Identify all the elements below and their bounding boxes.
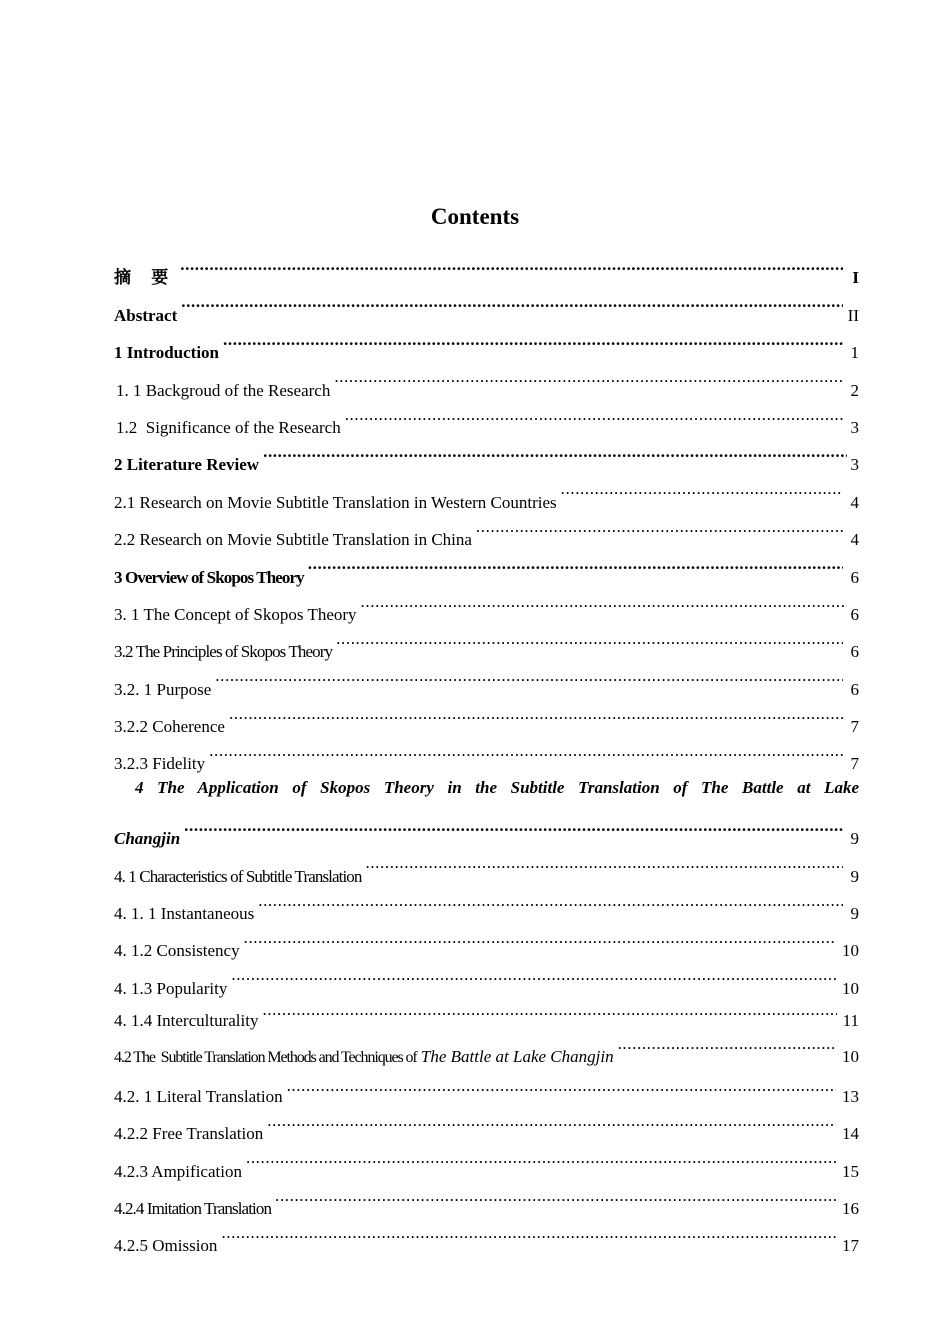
toc-page-number: 4: [850, 492, 859, 512]
toc-entry-application[interactable]: [114, 769, 859, 849]
toc-entry-text: 4.2. 1 Literal Translation: [114, 1086, 283, 1106]
toc-entry-text: 4. 1.2 Consistency: [114, 941, 240, 961]
toc-page-number: 10: [842, 1046, 859, 1066]
toc-entry-4-2-5[interactable]: [114, 1214, 859, 1256]
dot-leader: [263, 433, 847, 470]
toc-page-number: 1: [850, 343, 859, 363]
toc-page-number: 3: [850, 417, 859, 437]
dot-leader: [561, 470, 843, 507]
dot-leader: [365, 844, 843, 881]
dot-leader: [231, 956, 836, 993]
dot-leader: [246, 1139, 836, 1176]
toc-page-number: 17: [842, 1236, 859, 1256]
dot-leader: [262, 994, 836, 1026]
dot-leader: [287, 1062, 836, 1102]
toc-entry-text-line1: 4 The Application of Skopos Theory in the Subtitle Translation of The Battle at Lake: [135, 778, 859, 798]
toc-entry-1-1[interactable]: [114, 358, 859, 400]
toc-page-number: II: [847, 305, 859, 325]
dot-leader: [221, 1214, 836, 1251]
toc-page-number: I: [852, 268, 859, 288]
dot-leader: [181, 283, 843, 320]
toc-page-number: 9: [850, 829, 859, 849]
toc-entry-3-2-2[interactable]: [114, 695, 859, 737]
toc-page-number: 7: [850, 754, 859, 774]
toc-entry-text: 2.2 Research on Movie Subtitle Translation in China: [114, 530, 472, 550]
toc-entry-text: 3.2 The Principles of Skopos Theory: [114, 642, 333, 662]
toc-page-number: 6: [850, 567, 859, 587]
toc-page-number: 11: [842, 1010, 859, 1030]
toc-entry-abstract-cn[interactable]: [114, 246, 859, 288]
toc-entry-text: 1. 1 Backgroud of the Research: [116, 380, 331, 400]
toc-page-number: 6: [850, 604, 859, 624]
dot-leader: [618, 1026, 836, 1062]
dot-leader: [476, 508, 843, 545]
toc-entry-text: 4. 1. 1 Instantaneous: [114, 904, 255, 924]
dot-leader: [209, 732, 843, 769]
toc-page-number: 3: [850, 455, 859, 475]
toc-page-number: 6: [850, 679, 859, 699]
toc-page-number: 9: [850, 866, 859, 886]
toc-page-number: 7: [850, 717, 859, 737]
toc-entry-text: 4.2.4 Imitation Translation: [114, 1198, 272, 1218]
table-of-contents: [114, 246, 859, 1256]
dot-leader: [275, 1177, 836, 1214]
toc-entry-text: 摘 要: [114, 268, 177, 288]
dot-leader: [308, 545, 843, 582]
toc-entry-text: 2.1 Research on Movie Subtitle Translation in Western Countries: [114, 492, 557, 512]
toc-page-number: 9: [850, 904, 859, 924]
toc-entry-text: 1 Introduction: [114, 343, 220, 363]
toc-entry-abstract[interactable]: [114, 283, 859, 325]
toc-page-number: 10: [842, 941, 859, 961]
dot-leader: [223, 321, 843, 358]
toc-entry-text: 2 Literature Review: [114, 455, 260, 475]
dot-leader: [215, 657, 843, 694]
toc-entry-text: Abstract: [114, 305, 178, 325]
toc-entry-text: 1.2 Significance of the Research: [116, 417, 341, 437]
toc-entry-4-1[interactable]: [114, 844, 859, 886]
toc-entry-text: 4. 1.3 Popularity: [114, 978, 228, 998]
dot-leader: [336, 620, 843, 657]
toc-entry-introduction[interactable]: [114, 321, 859, 363]
toc-entry-text: 4. 1.4 Interculturality: [114, 1010, 259, 1030]
dot-leader: [345, 396, 843, 433]
toc-entry-text-prefix: 4.2 The Subtitle Translation Methods and Techniques of: [114, 1048, 417, 1066]
toc-entry-text: 4. 1 Characteristics of Subtitle Translation: [114, 866, 362, 886]
dot-leader: [267, 1102, 836, 1139]
toc-entry-text: 3.2. 1 Purpose: [114, 679, 212, 699]
toc-entry-text: 4.2.3 Ampification: [114, 1161, 242, 1181]
dot-leader: [244, 919, 836, 956]
toc-entry-application-line2: [114, 807, 859, 849]
toc-page-number: 13: [842, 1086, 859, 1106]
toc-page-number: 10: [842, 978, 859, 998]
dot-leader: [184, 807, 843, 844]
toc-page-number: 16: [842, 1198, 859, 1218]
page-title: Contents: [430, 204, 520, 229]
dot-leader: [334, 358, 843, 395]
toc-page-number: 15: [842, 1161, 859, 1181]
dot-leader: [229, 695, 846, 732]
toc-page-number: 2: [850, 380, 859, 400]
toc-page-number: 6: [850, 642, 859, 662]
toc-page-number: 14: [842, 1124, 859, 1144]
toc-entry-3-2-3[interactable]: [114, 732, 859, 774]
toc-entry-text: 3. 1 The Concept of Skopos Theory: [114, 604, 357, 624]
dot-leader: [258, 882, 843, 919]
toc-entry-text-line2: Changjin: [114, 829, 181, 849]
toc-entry-text: 4.2.5 Omission: [114, 1236, 218, 1256]
toc-entry-text-italic: The Battle at Lake Changjin: [420, 1046, 614, 1066]
toc-entry-text: 4.2.2 Free Translation: [114, 1124, 264, 1144]
toc-entry-3-2-1[interactable]: [114, 657, 859, 699]
toc-entry-text: 3.2.3 Fidelity: [114, 754, 206, 774]
toc-entry-text: 3 Overview of Skopos Theory: [114, 567, 304, 587]
dot-leader: [361, 583, 847, 620]
dot-leader: [180, 246, 843, 283]
toc-page-number: 4: [850, 530, 859, 550]
toc-entry-text: 3.2.2 Coherence: [114, 717, 225, 737]
